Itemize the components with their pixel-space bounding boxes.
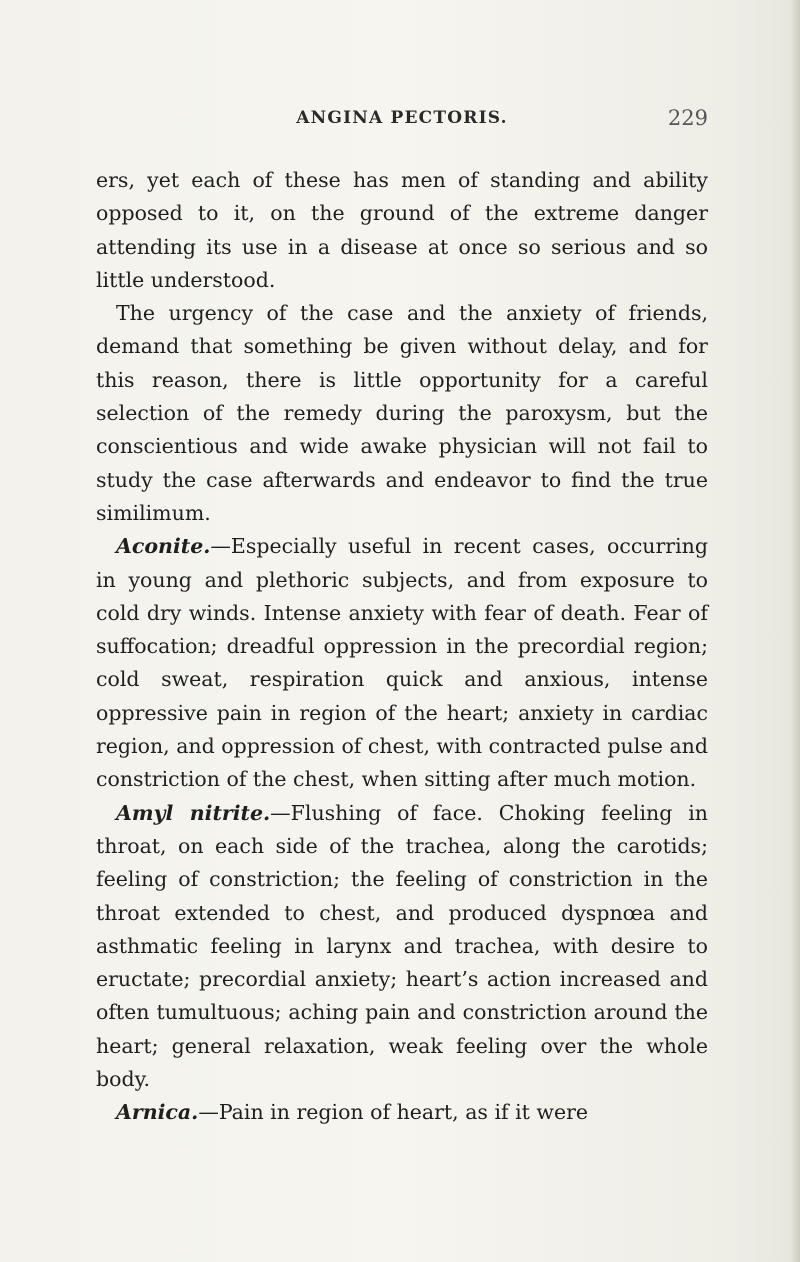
remedy-name: Arnica. xyxy=(116,1100,199,1125)
paragraph-text: —Especially useful in recent cases, occurring in young and plethoric subjects, and from exposure to cold dry winds. Intense anxiety with fear of death. Fear of suffocation; dreadful oppression in the precordial region; cold sweat, respiration quick and anxious, intense oppressive pain in region of the heart; anxiety in cardiac region, and oppression of chest, with contracted pulse and constriction of the chest, when sitting after much motion. xyxy=(96,534,708,792)
paragraph-text: —Pain in region of heart, as if it were xyxy=(198,1100,589,1125)
page-header xyxy=(96,108,708,138)
paragraph xyxy=(96,297,708,530)
paragraph-text: —Flushing of face. Choking feeling in throat, on each side of the trachea, along the carotids; feeling of constriction; the feeling of constriction in the throat extended to chest, and produced dyspnœa and asthmatic feeling in larynx and trachea, with desire to eructate; precordial anxiety; heart’s action increased and often tumultuous; aching pain and constriction around the heart; general relaxation, weak feeling over the whole body. xyxy=(96,800,708,1092)
paragraph xyxy=(96,164,708,297)
paragraph xyxy=(96,1096,708,1129)
page-number: 229 xyxy=(667,106,708,130)
running-head: ANGINA PECTORIS. xyxy=(296,108,508,128)
paragraph-text: The urgency of the case and the anxiety of friends, demand that something be given without delay, and for this reason, there is little opportunity for a careful selection of the remedy during the paroxysm, but the conscientious and wide awake physician will not fail to study the case afterwards and endeavor to find the true similimum. xyxy=(96,301,708,525)
body-text xyxy=(96,164,708,1130)
remedy-name: Amyl nitrite. xyxy=(116,800,271,825)
remedy-name: Aconite. xyxy=(116,534,211,559)
page-edge-shadow xyxy=(790,0,800,1262)
paragraph-text: ers, yet each of these has men of standing and ability opposed to it, on the ground of the extreme danger attending its use in a disease at once so serious and so little understood. xyxy=(96,168,708,292)
paragraph xyxy=(96,530,708,796)
paragraph xyxy=(96,797,708,1097)
